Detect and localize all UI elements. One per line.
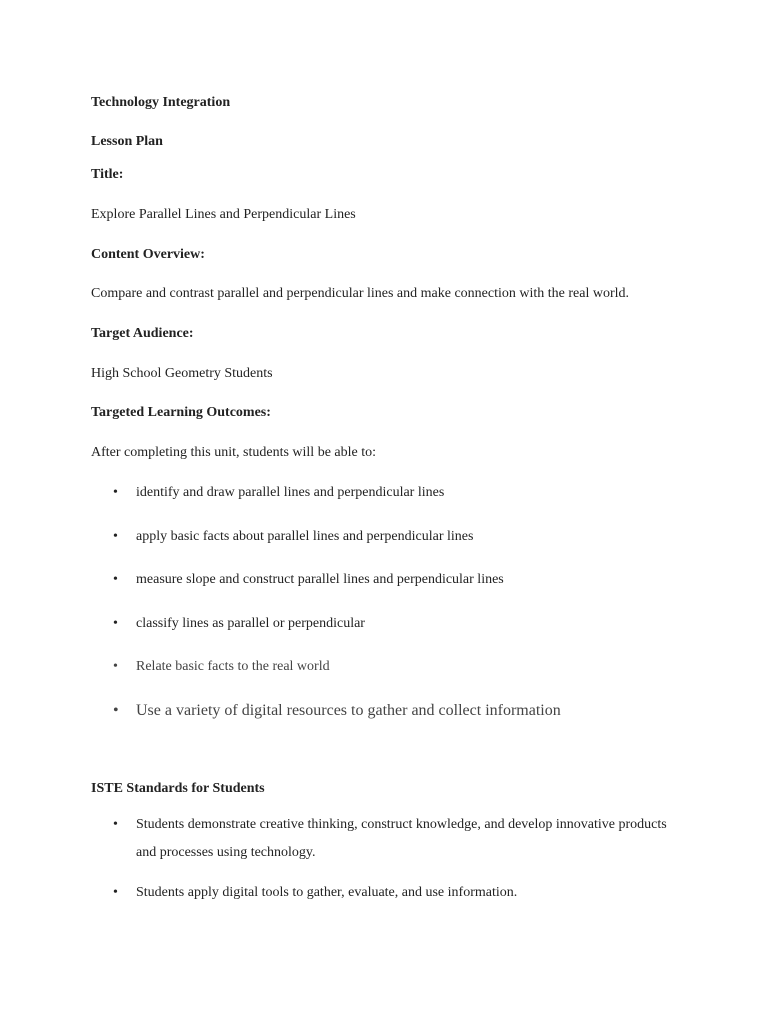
bullet-icon: • bbox=[113, 885, 118, 900]
content-overview-value: Compare and contrast parallel and perpendicular lines and make connection with the real world. bbox=[91, 286, 630, 301]
bullet-icon: • bbox=[113, 659, 118, 674]
title-value: Explore Parallel Lines and Perpendicular Lines bbox=[91, 207, 356, 222]
bullet-icon: • bbox=[113, 702, 119, 719]
learning-outcomes-label: Targeted Learning Outcomes: bbox=[91, 405, 271, 420]
content-overview-label: Content Overview: bbox=[91, 247, 205, 262]
heading-technology-integration: Technology Integration bbox=[91, 95, 231, 110]
target-audience-value: High School Geometry Students bbox=[91, 366, 273, 381]
bullet-icon: • bbox=[113, 572, 118, 587]
outcome-item: measure slope and construct parallel lines and perpendicular lines bbox=[136, 572, 504, 587]
outcome-item: Relate basic facts to the real world bbox=[136, 659, 330, 674]
target-audience-label: Target Audience: bbox=[91, 326, 194, 341]
outcome-item: apply basic facts about parallel lines and perpendicular lines bbox=[136, 529, 474, 544]
outcome-item: identify and draw parallel lines and perpendicular lines bbox=[136, 485, 445, 500]
heading-lesson-plan: Lesson Plan bbox=[91, 134, 163, 149]
iste-item: Students demonstrate creative thinking, construct knowledge, and develop innovative products and processes using technology. bbox=[136, 817, 667, 860]
bullet-icon: • bbox=[113, 529, 118, 544]
iste-item: Students apply digital tools to gather, evaluate, and use information. bbox=[136, 885, 518, 900]
bullet-icon: • bbox=[113, 485, 118, 500]
iste-standards-label: ISTE Standards for Students bbox=[91, 781, 265, 796]
bullet-icon: • bbox=[113, 817, 118, 832]
learning-outcomes-intro: After completing this unit, students will be able to: bbox=[91, 445, 377, 460]
title-label: Title: bbox=[91, 167, 124, 182]
outcome-item: Use a variety of digital resources to gather and collect information bbox=[136, 702, 561, 719]
bullet-icon: • bbox=[113, 616, 118, 631]
outcome-item: classify lines as parallel or perpendicular bbox=[136, 616, 365, 631]
